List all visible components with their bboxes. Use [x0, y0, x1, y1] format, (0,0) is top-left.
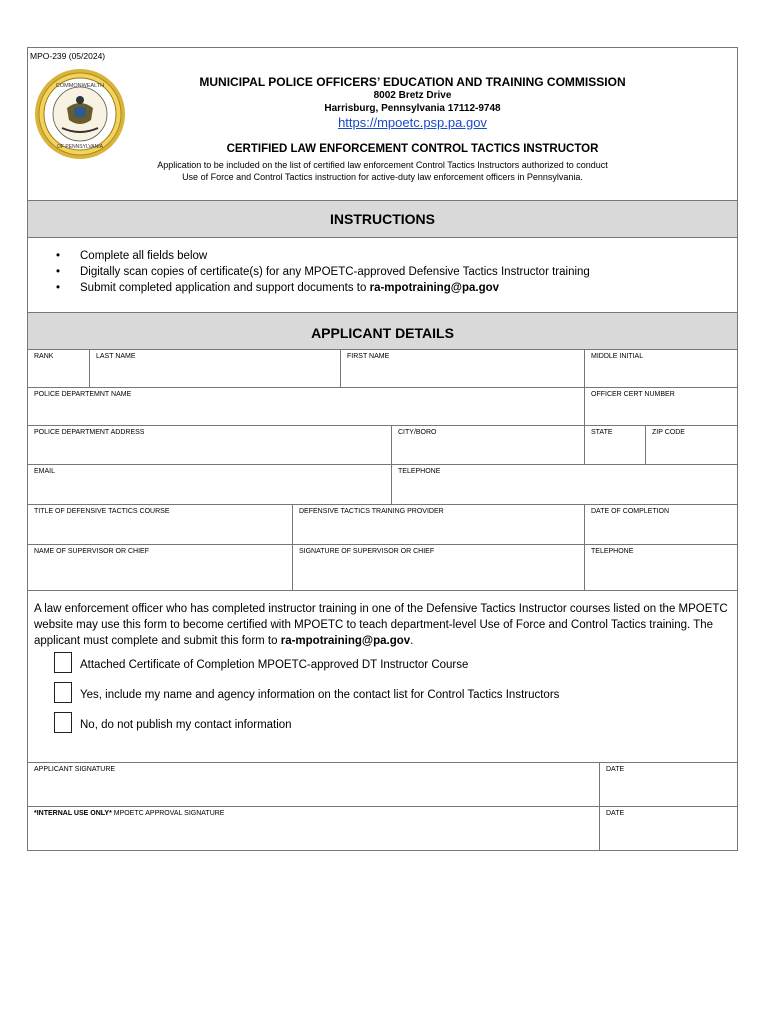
instructions-heading: INSTRUCTIONS	[28, 200, 737, 238]
svg-text:OF PENNSYLVANIA: OF PENNSYLVANIA	[57, 144, 103, 150]
telephone-field[interactable]: TELEPHONE	[398, 468, 441, 475]
department-row	[28, 388, 737, 426]
svg-text:COMMONWEALTH: COMMONWEALTH	[55, 83, 105, 89]
statement-body: A law enforcement officer who has completed instructor training in one of the Defensive Tactics Instructor courses listed on the MPOETC website may use this form to become certified with MPOETC to teach department-level Use of Force and Control Tactics training. The applicant must complete and submit this form to	[34, 603, 728, 647]
applicant-details-heading: APPLICANT DETAILS	[28, 312, 737, 350]
statement-end: .	[410, 635, 414, 647]
city-field[interactable]: CITY/BORO	[392, 426, 585, 464]
statement-text	[34, 601, 734, 649]
training-provider-field[interactable]: DEFENSIVE TACTICS TRAINING PROVIDER	[293, 505, 585, 544]
supervisor-telephone-field[interactable]: TELEPHONE	[591, 548, 634, 555]
statement-email: ra-mpotraining@pa.gov	[280, 635, 411, 647]
supervisor-name-field[interactable]: NAME OF SUPERVISOR OR CHIEF	[28, 545, 293, 590]
supervisor-row	[28, 545, 737, 591]
attached-certificate-label: Attached Certificate of Completion MPOETC-approved DT Instructor Course	[80, 659, 469, 671]
description-line-1: Application to be included on the list of certified law enforcement Control Tactics Instructors authorized to conduct	[157, 160, 608, 170]
approval-signature-row	[28, 807, 737, 850]
attached-certificate-checkbox[interactable]	[54, 652, 72, 673]
applicant-signature-row	[28, 763, 737, 807]
contact-row	[28, 465, 737, 505]
applicant-date-field[interactable]: DATE	[606, 766, 625, 773]
supervisor-signature-field[interactable]: SIGNATURE OF SUPERVISOR OR CHIEF	[293, 545, 585, 590]
publish-yes-label: Yes, include my name and agency information on the contact list for Control Tactics Instructors	[80, 689, 560, 701]
department-address-field[interactable]: POLICE DEPARTMENT ADDRESS	[28, 426, 392, 464]
course-title-field[interactable]: TITLE OF DEFENSIVE TACTICS COURSE	[28, 505, 293, 544]
address-row	[28, 426, 737, 465]
instruction-item	[56, 280, 590, 296]
form-number: MPO-239 (05/2024)	[30, 51, 106, 61]
publish-yes-checkbox[interactable]	[54, 682, 72, 703]
course-row	[28, 505, 737, 545]
application-form	[27, 47, 738, 851]
completion-date-field[interactable]: DATE OF COMPLETION	[591, 508, 670, 515]
form-title: CERTIFIED LAW ENFORCEMENT CONTROL TACTICS INSTRUCTOR	[226, 143, 599, 155]
zip-field[interactable]: ZIP CODE	[652, 429, 685, 436]
instructions-list	[28, 238, 737, 312]
form-header	[28, 48, 737, 200]
submission-email: ra-mpotraining@pa.gov	[369, 282, 500, 294]
website-link[interactable]: https://mpoetc.psp.pa.gov	[338, 115, 487, 130]
statement-section	[28, 591, 737, 763]
organization-name: MUNICIPAL POLICE OFFICERS’ EDUCATION AND TRAINING COMMISSION	[199, 75, 626, 89]
name-row	[28, 350, 737, 388]
approval-signature-field[interactable]	[28, 807, 600, 850]
approval-date-field[interactable]: DATE	[606, 810, 625, 817]
instruction-text: Submit completed application and support documents to	[80, 282, 370, 294]
first-name-field[interactable]: FIRST NAME	[341, 350, 585, 387]
address-street: 8002 Bretz Drive	[373, 90, 452, 101]
email-field[interactable]: EMAIL	[28, 465, 392, 504]
rank-field[interactable]: RANK	[28, 350, 90, 387]
state-field[interactable]: STATE	[585, 426, 646, 464]
instruction-item: • Complete all fields below	[56, 248, 590, 264]
middle-initial-field[interactable]: MIDDLE INITIAL	[591, 353, 644, 360]
last-name-field[interactable]: LAST NAME	[90, 350, 341, 387]
cert-number-field[interactable]: OFFICER CERT NUMBER	[591, 391, 675, 398]
internal-use-label: *INTERNAL USE ONLY*	[34, 810, 112, 817]
applicant-signature-field[interactable]: APPLICANT SIGNATURE	[28, 763, 600, 806]
description-line-2: Use of Force and Control Tactics instruction for active-duty law enforcement officers in Pennsylvania.	[182, 172, 583, 182]
approval-signature-label: MPOETC APPROVAL SIGNATURE	[111, 810, 225, 817]
instruction-item: • Digitally scan copies of certificate(s) for any MPOETC-approved Defensive Tactics Instructor training	[56, 264, 590, 280]
form-description	[28, 159, 737, 183]
publish-no-label: No, do not publish my contact information	[80, 719, 292, 731]
address-city: Harrisburg, Pennsylvania 17112-9748	[324, 103, 501, 114]
publish-no-checkbox[interactable]	[54, 712, 72, 733]
department-name-field[interactable]: POLICE DEPARTEMNT NAME	[28, 388, 585, 425]
